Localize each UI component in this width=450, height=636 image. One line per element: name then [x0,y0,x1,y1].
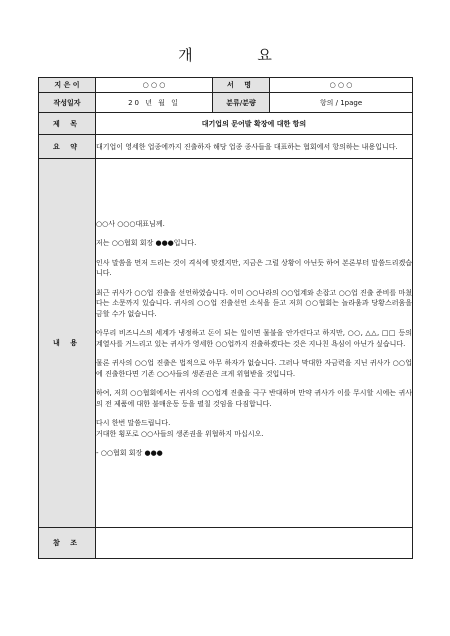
signature-value: ○ ○ ○ [270,78,413,93]
content-paragraph: ○○사 ○○○대표님께. [96,219,165,228]
subject-label: 제 목 [39,113,96,135]
summary-form [38,77,413,559]
content-paragraph: 하여, 저희 ○○협회에서는 귀사의 ○○업계 진출을 극구 반대하며 만약 귀사가 이를 무시할 시에는 귀사의 전 제품에 대한 불매운동 등을 펼칠 것임을 다짐합니다. [96,389,412,408]
summary-label: 요 약 [39,135,96,159]
date-label: 작성일자 [39,93,96,113]
document-title: 개 요 [178,46,302,64]
content-paragraph: 다시 한번 말씀드립니다. 거대한 횡포로 ○○사들의 생존권을 위협하지 마십시오. [96,419,264,438]
category-value: 항의 / 1page [270,93,413,113]
content-label: 내 용 [39,159,96,528]
signature-label: 서 명 [213,78,270,93]
content-paragraph: 최근 귀사가 ○○업 진출을 선언하였습니다. 이미 ○○나라의 ○○업계와 손잡고 ○○업 진출 준비를 마쳤다는 소문까지 있습니다. 귀사의 ○○업 진출선언 소식을 듣고 저희 ○○협회는 놀라움과 당황스러움을 금할 수가 없습니다. [96,288,412,318]
content-paragraph: 아무리 비즈니스의 세계가 냉정하고 돈이 되는 일이면 물불을 안가린다고 하지만, ○○, △△, □□ 등의 계열사를 거느리고 있는 귀사가 영세한 ○○업까지 진출하겠다는 것은 지나친 욕심이 아닌가 싶습니다. [96,329,412,348]
content-signoff: - ○○협회 회장 ●●● [96,449,163,457]
summary-value: 대기업이 영세한 업종에까지 진출하자 해당 업종 종사들을 대표하는 협회에서 항의하는 내용입니다. [96,135,413,159]
content-paragraph: 인사 말씀을 먼저 드리는 것이 격식에 맞겠지만, 지금은 그럴 상황이 아닌듯 하여 본론부터 말씀드리겠습니다. [96,258,412,277]
subject-value: 대기업의 문어발 확장에 대한 항의 [96,113,413,135]
content-body [96,159,413,528]
content-paragraph: 저는 ○○협회 회장 ●●●입니다. [96,239,197,247]
reference-label: 참 조 [39,528,96,559]
reference-value [96,528,413,559]
author-value: ○ ○ ○ [96,78,213,93]
date-value: 20 년 월 일 [96,93,213,113]
author-label: 지 은 이 [39,78,96,93]
category-label: 분류/분량 [213,93,270,113]
content-paragraph: 물론 귀사의 ○○업 진출은 법적으로 아무 하자가 없습니다. 그러나 막대한 자금력을 지닌 귀사가 ○○업에 진출한다면 기존 ○○사들의 생존권은 크게 위협받을 것입니다. [96,359,412,378]
